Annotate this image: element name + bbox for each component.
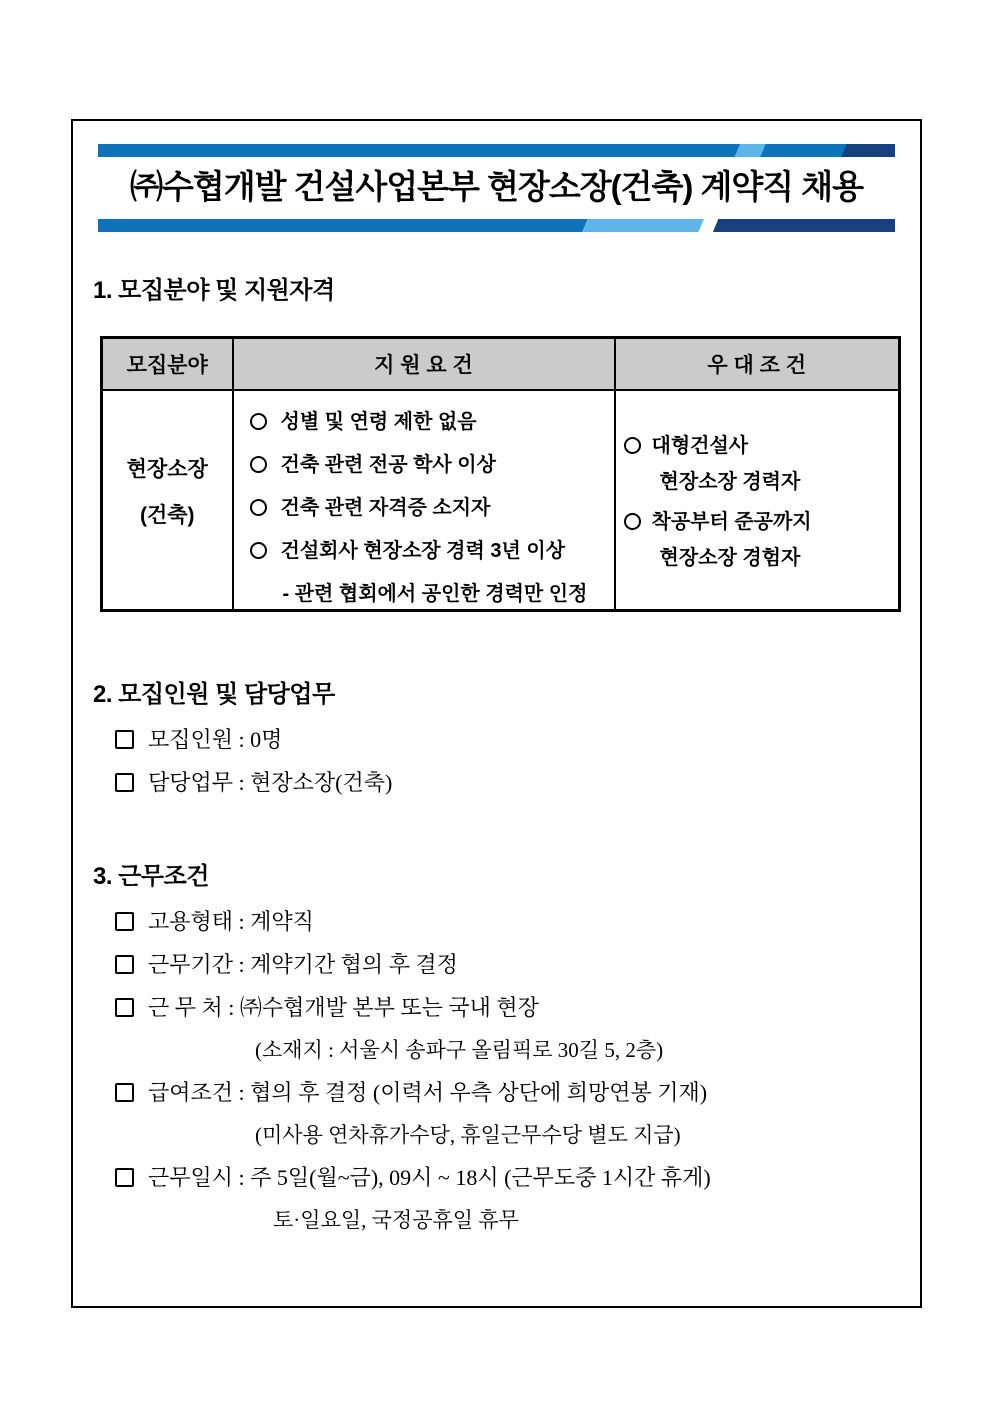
checkbox-bullet-icon	[115, 1168, 134, 1187]
category-line1: 현장소장	[126, 457, 208, 481]
table-row	[102, 390, 900, 611]
requirement-note: - 관련 협회에서 공인한 경력만 인정	[282, 582, 588, 605]
holiday-note: 토·일요일, 국정공휴일 휴무	[273, 1207, 519, 1232]
list-item-duty	[115, 769, 920, 796]
circle-bullet-icon	[624, 437, 641, 454]
salary-note: (미사용 연차휴가수당, 휴일근무수당 별도 지급)	[255, 1122, 681, 1147]
title-top-bar	[98, 144, 895, 157]
checkbox-bullet-icon	[115, 1083, 134, 1102]
list-item	[624, 507, 899, 537]
preference-text: 착공부터 준공까지	[651, 510, 812, 533]
col-header-requirements: 지 원 요 건	[233, 338, 615, 390]
preference-text: 대형건설사	[651, 434, 749, 457]
list-item-work-period	[115, 951, 920, 978]
work-place-address: (소재지 : 서울시 송파구 올림픽로 30길 5, 2층)	[255, 1037, 664, 1062]
list-item	[250, 407, 614, 437]
category-cell	[102, 390, 233, 611]
list-item-text: 근무일시 : 주 5일(월~금), 09시 ~ 18시 (근무도중 1시간 휴게)	[148, 1164, 711, 1190]
list-item-text: 고용형태 : 계약직	[148, 908, 314, 934]
section-2-heading: 2. 모집인원 및 담당업무	[93, 680, 335, 708]
document-border	[71, 119, 922, 1308]
list-item-work-hours	[115, 1164, 920, 1191]
requirement-text: 건축 관련 자격증 소지자	[280, 496, 491, 519]
checkbox-bullet-icon	[115, 998, 134, 1017]
requirement-text: 건설회사 현장소장 경력 3년 이상	[280, 539, 566, 562]
preference-subtext: 현장소장 경험자	[659, 546, 801, 569]
category-line2: (건축)	[139, 503, 195, 527]
list-item-text: 모집인원 : 0명	[148, 726, 283, 752]
document-title: ㈜수협개발 건설사업본부 현장소장(건축) 계약직 채용	[129, 168, 864, 205]
table-header-row	[102, 338, 900, 390]
list-item-salary	[115, 1079, 920, 1106]
circle-bullet-icon	[250, 456, 267, 473]
requirement-text: 건축 관련 전공 학사 이상	[280, 453, 496, 476]
circle-bullet-icon	[624, 513, 641, 530]
list-item-text: 근 무 처 : ㈜수협개발 본부 또는 국내 현장	[148, 994, 539, 1020]
circle-bullet-icon	[250, 499, 267, 516]
circle-bullet-icon	[250, 413, 267, 430]
requirement-text: 성별 및 연령 제한 없음	[280, 410, 477, 433]
list-item	[250, 536, 614, 566]
list-item-employment-type	[115, 908, 920, 935]
preference-subtext: 현장소장 경력자	[659, 470, 801, 493]
list-item-headcount	[115, 726, 920, 753]
list-item	[250, 450, 614, 480]
requirements-cell	[233, 390, 615, 611]
list-item-work-place	[115, 994, 920, 1021]
list-item	[624, 431, 899, 461]
title-bottom-bar	[98, 219, 895, 232]
list-item-text: 급여조건 : 협의 후 결정 (이력서 우측 상단에 희망연봉 기재)	[148, 1079, 708, 1105]
checkbox-bullet-icon	[115, 912, 134, 931]
section-3-heading: 3. 근무조건	[93, 862, 209, 890]
section-1-heading: 1. 모집분야 및 지원자격	[93, 277, 335, 304]
checkbox-bullet-icon	[115, 955, 134, 974]
recruit-table	[100, 336, 901, 612]
list-item-text: 근무기간 : 계약기간 협의 후 결정	[148, 951, 458, 977]
circle-bullet-icon	[250, 542, 267, 559]
preferences-cell	[615, 390, 900, 611]
checkbox-bullet-icon	[115, 773, 134, 792]
col-header-category: 모집분야	[102, 338, 233, 390]
list-item	[250, 493, 614, 523]
col-header-preferences: 우 대 조 건	[615, 338, 900, 390]
list-item-text: 담당업무 : 현장소장(건축)	[148, 769, 393, 795]
checkbox-bullet-icon	[115, 730, 134, 749]
